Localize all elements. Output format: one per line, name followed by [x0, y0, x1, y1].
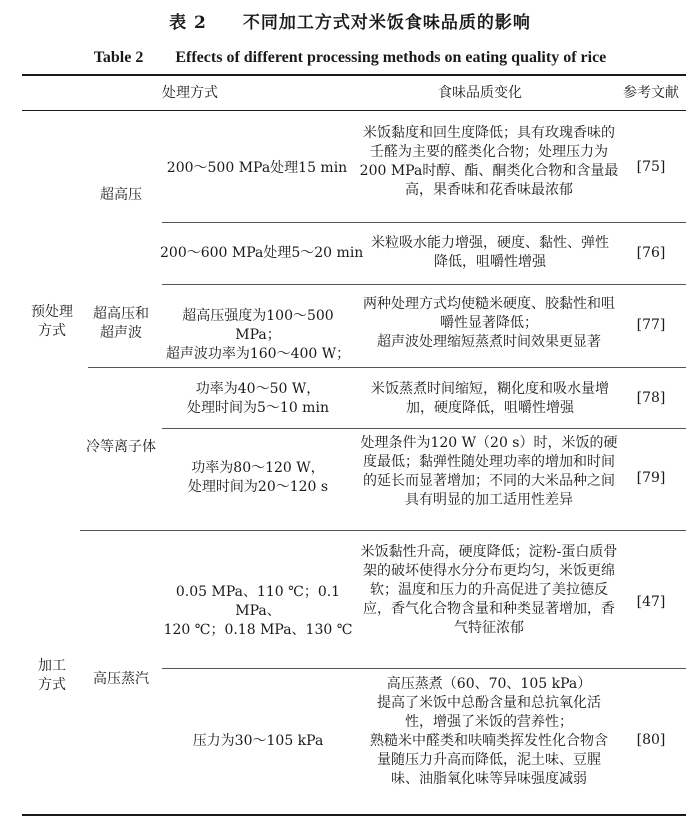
row-separator: [162, 668, 686, 669]
row-separator: [88, 367, 686, 368]
group-pretreatment: 预处理 方式: [31, 304, 73, 339]
method-cold-plasma: 冷等离子体: [86, 439, 156, 455]
row-separator: [162, 428, 686, 429]
row-5-change: 处理条件为120 W（20 s）时，米饭的硬度最低；黏弹性随处理功率的增加和时间的延长而显著增加；不同的大米品种之间具有明显的加工适用性差异: [360, 435, 618, 508]
top-rule: [22, 74, 686, 76]
row-5-condition: 功率为80～120 W， 处理时间为20～120 s: [187, 460, 329, 495]
row-1-condition: 200～500 MPa处理15 min: [166, 160, 348, 176]
header-method: 处理方式: [162, 85, 218, 101]
row-4-change: 米饭蒸煮时间缩短，糊化度和吸水量增加，硬度降低，咀嚼性增强: [371, 381, 609, 416]
row-2-ref: [76]: [636, 245, 666, 261]
row-3-condition: 超高压强度为100～500 MPa； 超声波功率为160～400 W；: [165, 308, 351, 362]
method-ultra-high-pressure: 超高压: [100, 187, 142, 203]
table-caption-en: Table 2 Effects of different processing methods on eating quality of rice: [93, 49, 607, 66]
bottom-rule: [22, 814, 686, 816]
row-5-ref: [79]: [636, 470, 666, 486]
row-2-change: 米粒吸水能力增强，硬度、黏性、弹性降低，咀嚼性增强: [371, 235, 609, 270]
row-6-ref: [47]: [636, 594, 666, 610]
row-4-condition: 功率为40～50 W， 处理时间为5～10 min: [187, 381, 329, 416]
header-ref: 参考文献: [623, 85, 679, 101]
row-6-condition: 0.05 MPa、110 ℃；0.1 MPa、 120 ℃；0.18 MPa、130 ℃: [163, 584, 353, 638]
row-separator: [80, 530, 686, 531]
header-rule: [22, 110, 686, 111]
row-7-condition: 压力为30～105 kPa: [192, 733, 324, 749]
row-7-change: 高压蒸煮（60、70、105 kPa） 提高了米饭中总酚含量和总抗氧化活性，增强了米饭的营养性； 熟糙米中醛类和呋喃类挥发性化合物含量随压力升高而降低，泥土味、豆腥味、油脂氧化味等异味强度减弱: [370, 676, 608, 787]
row-6-change: 米饭黏性升高，硬度降低；淀粉-蛋白质骨架的破坏使得水分分布更均匀，米饭更绵软；温度和压力的升高促进了美拉德反应，香气化合物含量和种类显著增加，香气特征浓郁: [360, 544, 618, 636]
row-2-condition: 200～600 MPa处理5～20 min: [160, 245, 364, 261]
row-3-change: 两种处理方式均使糙米硬度、胶黏性和咀嚼性显著降低； 超声波处理缩短蒸煮时间效果更显著: [363, 296, 615, 350]
row-1-change: 米饭黏度和回生度降低；具有玫瑰香味的壬醛为主要的醛类化合物；处理压力为200 MPa时醇、酯、酮类化合物和含量最高，果香味和花香味最浓郁: [359, 125, 619, 198]
method-high-pressure-steam: 高压蒸汽: [93, 671, 149, 687]
row-7-ref: [80]: [636, 732, 666, 748]
table-caption-cn: 表 2 不同加工方式对米饭食味品质的影响: [169, 13, 531, 33]
method-uhp-ultrasound: 超高压和 超声波: [93, 306, 149, 341]
row-4-ref: [78]: [636, 390, 666, 406]
row-1-ref: [75]: [636, 159, 666, 175]
row-3-ref: [77]: [636, 317, 666, 333]
row-separator: [162, 284, 686, 285]
group-processing: 加工 方式: [38, 658, 66, 693]
header-change: 食味品质变化: [438, 85, 522, 101]
row-separator: [162, 222, 686, 223]
